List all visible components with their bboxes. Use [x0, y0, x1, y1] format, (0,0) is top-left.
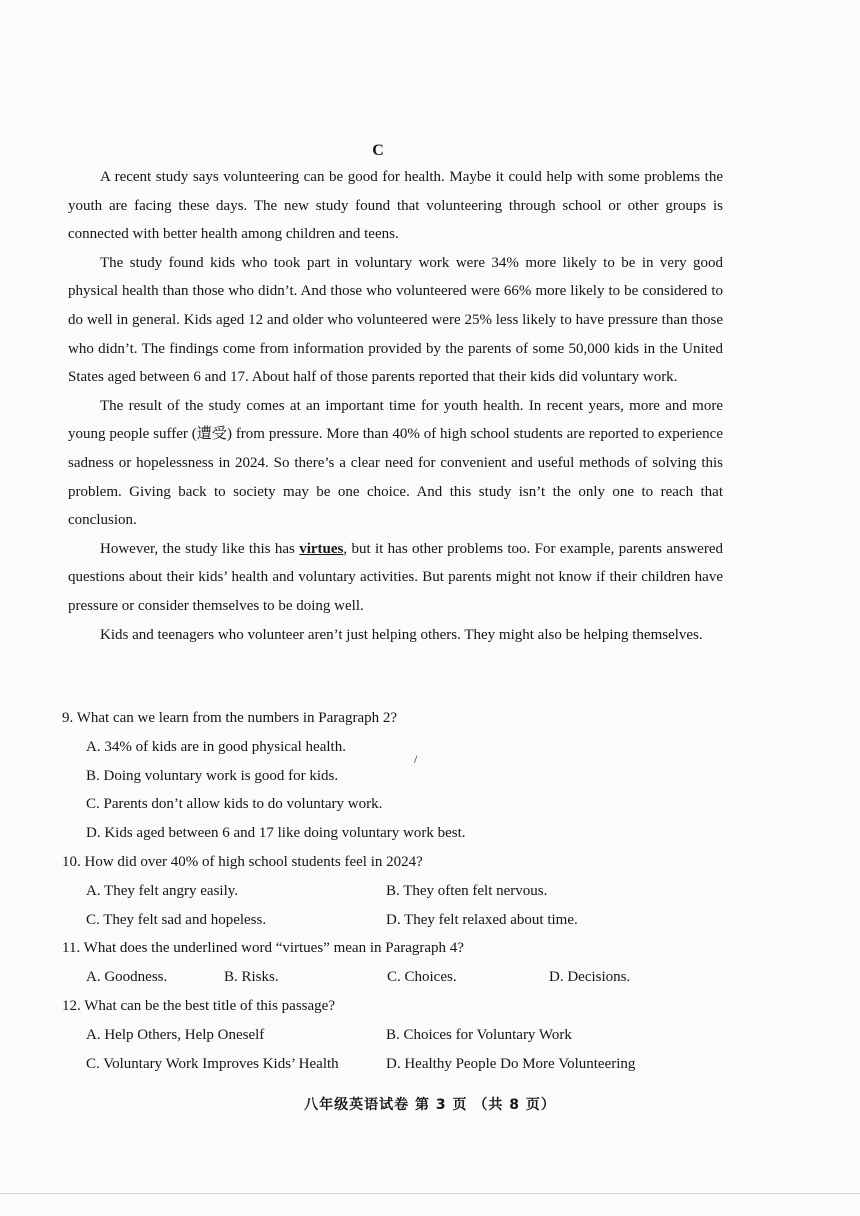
page-footer: 八年级英语试卷 第 3 页 （共 8 页） [304, 1097, 556, 1113]
section-heading: C [372, 142, 384, 159]
paragraph-1: A recent study says volunteering can be good for health. Maybe it could help with some problems the youth are facing these days. The new study found that volunteering through school or other groups is connected with better health among children and teens. [68, 169, 723, 243]
question-9-option-c: C. Parents don’t allow kids to do voluntary work. [86, 796, 383, 813]
question-10-row-2 [62, 906, 742, 935]
question-10-row-1 [62, 877, 742, 906]
question-10-option-c: C. They felt sad and hopeless. [86, 911, 267, 928]
question-11-option-a: A. Goodness. [86, 969, 168, 986]
question-9-stem: 9. What can we learn from the numbers in Paragraph 2? [62, 710, 398, 726]
question-11-stem: 11. What does the underlined word “virtues” mean in Paragraph 4? [62, 940, 464, 957]
question-11-option-c: C. Choices. [387, 969, 457, 986]
question-10-option-a: A. They felt angry easily. [86, 882, 239, 899]
paragraph-4-after: , but it has other problems too. For example, parents answered questions about their kids’ health and voluntary activities. But parents might not know if their children have pressure or consider themselves to be doing well. [68, 540, 723, 614]
question-12-row-2 [62, 1050, 742, 1079]
question-11-option-b: B. Risks. [224, 969, 279, 986]
question-12-row-1 [62, 1021, 742, 1050]
question-9-option-a: A. 34% of kids are in good physical health. [86, 738, 346, 755]
paragraph-4-before: However, the study like this has [100, 540, 300, 557]
paragraph-2: The study found kids who took part in voluntary work were 34% more likely to be in very good physical health than those who didn’t. And those who volunteered were 66% more likely to be considered to do well in general. Kids aged 12 and older who volunteered were 25% less likely to have pressure than those who didn’t. The findings come from information provided by the parents of some 50,000 kids in the United States aged between 6 and 17. About half of those parents reported that their kids did voluntary work. [68, 254, 723, 386]
question-11-option-d: D. Decisions. [549, 969, 631, 986]
question-11-options [62, 963, 742, 992]
question-12-stem: 12. What can be the best title of this passage? [62, 997, 335, 1014]
question-10-option-b: B. They often felt nervous. [386, 882, 548, 899]
stray-mark: / [414, 752, 418, 766]
paragraph-5: Kids and teenagers who volunteer aren’t just helping others. They might also be helping themselves. [100, 626, 703, 643]
paragraph-3: The result of the study comes at an important time for youth health. In recent years, more and more young people suffer (遭受) from pressure. More than 40% of high school students are reported to experience sadness or hopelessness in 2024. So there’s a clear need for convenient and useful methods of solving this problem. Giving back to society may be one choice. And this study isn’t the only one to reach that conclusion. [68, 397, 723, 529]
reading-passage [68, 163, 723, 649]
questions [62, 704, 742, 1078]
scan-edge-line [0, 1193, 860, 1194]
underlined-word: virtues [299, 540, 344, 557]
question-10-stem: 10. How did over 40% of high school students feel in 2024? [62, 853, 423, 870]
question-12-option-c: C. Voluntary Work Improves Kids’ Health [86, 1055, 339, 1072]
question-12-option-d: D. Healthy People Do More Volunteering [386, 1055, 636, 1072]
paragraph-4 [68, 535, 723, 621]
question-10-option-d: D. They felt relaxed about time. [386, 911, 578, 928]
question-9-option-b: B. Doing voluntary work is good for kids. [86, 767, 339, 784]
question-9-option-d: D. Kids aged between 6 and 17 like doing voluntary work best. [86, 825, 466, 842]
question-12-option-a: A. Help Others, Help Oneself [86, 1026, 265, 1043]
question-12-option-b: B. Choices for Voluntary Work [386, 1026, 572, 1043]
